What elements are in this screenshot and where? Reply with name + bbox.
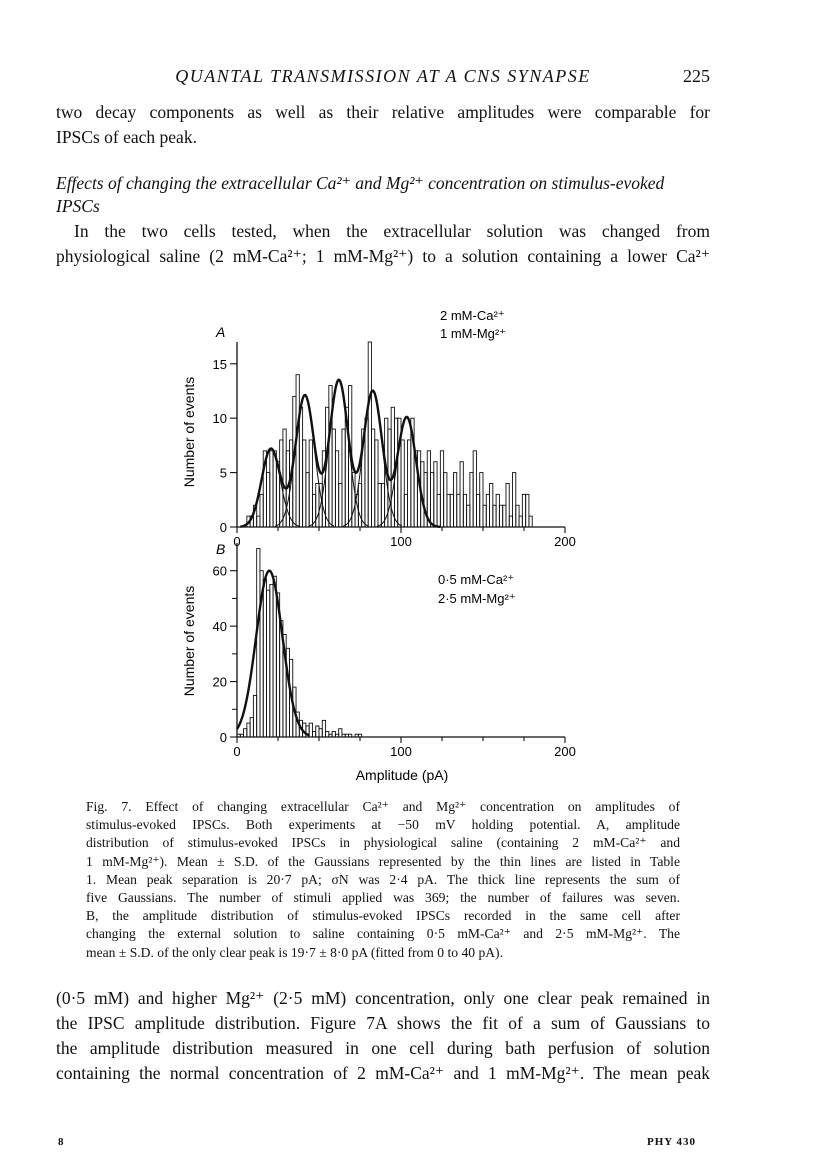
panel-a-histogram-bar (368, 342, 371, 527)
panel-a-histogram-bar (447, 494, 450, 527)
panel-b-histogram-bar (316, 726, 319, 737)
panel-a-histogram-bar (450, 494, 453, 527)
panel-b-histogram-bar (319, 729, 322, 737)
panel-b-histogram-bar (250, 718, 253, 737)
panel-a-histogram-bar (335, 451, 338, 527)
caption-line: stimulus-evoked IPSCs. Both experiments at −50 mV holding potential. A, amplitude (86, 817, 680, 833)
panel-a-histogram-bar (480, 473, 483, 527)
panel-b-y-tick-label: 20 (212, 674, 227, 690)
panel-a-histogram-bar (303, 440, 306, 527)
panel-a-histogram-bar (306, 473, 309, 527)
panel-b-label: B (216, 541, 226, 557)
panel-a-histogram-bar (513, 473, 516, 527)
paragraph-1 (56, 100, 710, 150)
panel-a-histogram-bar (257, 516, 260, 527)
panel-b-histogram-bar (322, 720, 325, 737)
panel-b-y-tick-label: 0 (219, 730, 227, 745)
paragraph-2 (56, 219, 710, 269)
panel-a-histogram-bar (371, 429, 374, 527)
panel-a-histogram-bar (316, 483, 319, 527)
figure-7-plot (170, 300, 590, 790)
panel-b-histogram-bar (339, 729, 342, 737)
panel-a-histogram-bar (490, 483, 493, 527)
panel-a-histogram-bar (440, 451, 443, 527)
panel-a-condition-ca: 2 mM-Ca²⁺ (440, 308, 505, 323)
panel-a-histogram-bar (486, 494, 489, 527)
panel-a-histogram-bar (496, 494, 499, 527)
panel-a-histogram-bar (401, 440, 404, 527)
footer-signature-number: 8 (58, 1136, 64, 1148)
panel-a-histogram-bar (476, 494, 479, 527)
panel-b-histogram-bar (332, 731, 335, 737)
panel-a-histogram-bar (519, 516, 522, 527)
panel-a-histogram-bar (296, 375, 299, 527)
caption-line: B, the amplitude distribution of stimulus-evoked IPSCs recorded in the same cell after (86, 908, 680, 924)
panel-a-histogram-bar (444, 473, 447, 527)
panel-a-histogram-bar (463, 494, 466, 527)
page-number: 225 (683, 66, 710, 86)
panel-a-histogram-bar (332, 429, 335, 527)
panel-a-histogram-bar (529, 516, 532, 527)
panel-b-x-tick-label: 200 (554, 744, 576, 759)
figure-caption (86, 798, 680, 962)
panel-a-x-tick-label: 200 (554, 534, 576, 549)
caption-line: five Gaussians. The number of stimuli applied was 369; the number of failures was seven. (86, 890, 680, 906)
panel-a-histogram-bar (431, 473, 434, 527)
panel-a-histogram-bar (460, 462, 463, 527)
panel-a-histogram-bar (378, 483, 381, 527)
panel-a-histogram-bar (267, 473, 270, 527)
panel-b-histogram-bar (267, 590, 270, 737)
text-line: physiological saline (2 mM-Ca²⁺; 1 mM-Mg²⁺) to a solution containing a lower Ca²⁺ (56, 246, 710, 266)
caption-line: 1. Mean peak separation is 20·7 pA; σN was 2·4 pA. The thick line represents the sum of (86, 871, 680, 887)
panel-a-y-tick-label: 0 (219, 520, 227, 535)
panel-b-x-tick-label: 100 (390, 744, 412, 759)
panel-a-histogram-bar (499, 505, 502, 527)
text-line: In the two cells tested, when the extracellular solution was changed from (74, 221, 710, 241)
panel-b-y-axis-label: Number of events (181, 585, 197, 697)
panel-a-histogram-bar (503, 505, 506, 527)
panel-a-x-tick-label: 100 (390, 534, 412, 549)
text-line: (0·5 mM) and higher Mg²⁺ (2·5 mM) concentration, only one clear peak remained in (56, 988, 710, 1008)
panel-b-histogram-bar (247, 723, 250, 737)
text-line: IPSCs of each peak. (56, 127, 197, 147)
text-line: the amplitude distribution measured in one cell during bath perfusion of solution (56, 1038, 710, 1058)
panel-a-label: A (216, 324, 226, 340)
page-header (56, 66, 710, 92)
panel-a-histogram-bar (453, 473, 456, 527)
panel-a-y-tick-label: 15 (212, 356, 227, 372)
panel-a-histogram-bar (299, 407, 302, 527)
panel-a-histogram-bar (493, 505, 496, 527)
panel-a-histogram-bar (408, 440, 411, 527)
panel-b-histogram-bar (312, 731, 315, 737)
panel-b-histogram-bar (257, 549, 260, 737)
panel-a-histogram-bar (342, 429, 345, 527)
panel-a-histogram-bar (473, 451, 476, 527)
text-line: containing the normal concentration of 2 mM-Ca²⁺ and 1 mM-Mg²⁺. The mean peak (56, 1063, 710, 1083)
panel-a-histogram-bar (260, 494, 263, 527)
panel-b-histogram-bar (244, 729, 247, 737)
panel-b-histogram-bar (309, 723, 312, 737)
panel-b-histogram-bar (263, 579, 266, 737)
text-line: the IPSC amplitude distribution. Figure 7A shows the fit of a sum of Gaussians to (56, 1013, 710, 1033)
panel-a-histogram-bar (434, 462, 437, 527)
panel-a-component-gaussian (241, 449, 300, 527)
panel-a-histogram-bar (470, 473, 473, 527)
panel-a-histogram-bar (339, 483, 342, 527)
panel-b (213, 543, 576, 759)
text-line: two decay components as well as their relative amplitudes were comparable for (56, 102, 710, 122)
paragraph-3 (56, 986, 710, 1086)
panel-a-histogram-bar (457, 494, 460, 527)
caption-line: 1 mM-Mg²⁺). Mean ± S.D. of the Gaussians represented by the thin lines are listed in Table (86, 853, 680, 869)
panel-a-y-axis-label: Number of events (181, 376, 197, 488)
panel-b-y-tick-label: 40 (212, 619, 227, 635)
caption-line: distribution of stimulus-evoked IPSCs in physiological saline (containing 2 mM-Ca²⁺ and (86, 835, 680, 851)
panel-a-histogram-bar (526, 494, 529, 527)
panel-a-y-tick-label: 5 (219, 465, 227, 481)
x-axis-label: Amplitude (pA) (355, 767, 449, 783)
panel-b-histogram-bar (270, 585, 273, 737)
panel-a-histogram-bar (516, 505, 519, 527)
panel-a-x-tick-label: 0 (233, 534, 241, 549)
panel-b-condition-mg: 2·5 mM-Mg²⁺ (438, 591, 516, 606)
panel-b-x-tick-label: 0 (233, 744, 241, 759)
panel-a-histogram-bar (437, 494, 440, 527)
running-title: QUANTAL TRANSMISSION AT A CNS SYNAPSE (175, 66, 591, 86)
panel-b-histogram-bar (326, 731, 329, 737)
panel-a-histogram-bar (270, 451, 273, 527)
panel-a-histogram-bar (467, 505, 470, 527)
panel-a-histogram-bar (309, 440, 312, 527)
panel-a-histogram-bar (404, 494, 407, 527)
panel-a-histogram-bar (522, 494, 525, 527)
subheading-line: IPSCs (56, 196, 100, 216)
panel-a-histogram-bar (509, 516, 512, 527)
caption-line: mean ± S.D. of the only clear peak is 19·7 ± 8·0 pA (fitted from 0 to 40 pA). (86, 944, 503, 960)
panel-a (213, 342, 576, 549)
panel-a-histogram-bar (483, 505, 486, 527)
panel-a-histogram-bar (375, 440, 378, 527)
panel-a-sum-of-gaussians (240, 380, 440, 527)
section-subheading (56, 172, 710, 218)
panel-a-condition-mg: 1 mM-Mg²⁺ (440, 326, 507, 341)
caption-line: Fig. 7. Effect of changing extracellular Ca²⁺ and Mg²⁺ concentration on amplitudes of (86, 799, 680, 814)
subheading-line: Effects of changing the extracellular Ca²⁺ and Mg²⁺ concentration on stimulus-evoked (56, 173, 665, 193)
panel-a-y-tick-label: 10 (212, 411, 227, 427)
panel-a-histogram-bar (358, 483, 361, 527)
panel-b-y-tick-label: 60 (212, 563, 227, 579)
panel-b-condition-ca: 0·5 mM-Ca²⁺ (438, 572, 515, 587)
panel-a-histogram-bar (506, 483, 509, 527)
panel-b-histogram-bar (253, 695, 256, 737)
panel-b-histogram-bar (273, 576, 276, 737)
panel-a-histogram-bar (365, 418, 368, 527)
footer-volume-code: PHY 430 (647, 1136, 697, 1148)
figure-7 (170, 300, 590, 790)
caption-line: changing the external solution to saline containing 0·5 mM-Ca²⁺ and 2·5 mM-Mg²⁺. The (86, 926, 680, 942)
